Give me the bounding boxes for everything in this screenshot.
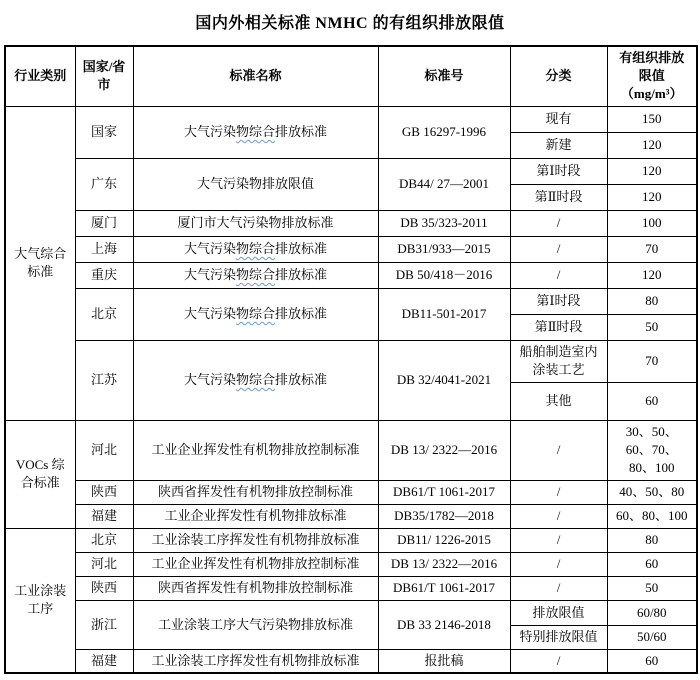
category-cell: / [510, 236, 607, 262]
category-cell: / [510, 480, 607, 504]
table-row [5, 528, 697, 552]
region-cell: 陕西 [75, 480, 133, 504]
standard-name-cell: 陕西省挥发性有机物排放控制标准 [133, 480, 378, 504]
spellcheck-wavy-underline: 物综合 [235, 124, 275, 139]
limit-value-cell: 150 [607, 106, 697, 132]
table-row [5, 600, 697, 625]
spellcheck-wavy-underline: 物综合 [235, 241, 275, 256]
category-cell: 新建 [510, 132, 607, 158]
standard-name-cell [133, 340, 378, 420]
page-title: 国内外相关标准 NMHC 的有组织排放限值 [195, 15, 505, 32]
spellcheck-wavy-underline: 物综合 [235, 306, 275, 321]
category-cell: 船舶制造室内 涂装工艺 [510, 340, 607, 382]
category-cell: / [510, 504, 607, 528]
table-row [5, 576, 697, 600]
industry-group-cell: VOCs 综 合标准 [5, 420, 75, 528]
category-cell: 排放限值 [510, 600, 607, 625]
limit-value-cell: 50/60 [607, 625, 697, 649]
limit-value-cell: 60、80、100 [607, 504, 697, 528]
standard-name-cell [133, 236, 378, 262]
category-cell: 第Ⅰ时段 [510, 288, 607, 314]
standard-name-cell [133, 262, 378, 288]
category-cell: 第Ⅱ时段 [510, 184, 607, 210]
category-cell: 现有 [510, 106, 607, 132]
standard-number-cell: DB 50/418－2016 [378, 262, 510, 288]
industry-group-cell: 大气综合 标准 [5, 106, 75, 420]
region-cell: 河北 [75, 420, 133, 480]
category-cell: 其他 [510, 382, 607, 420]
header-limit: 有组织排放 限值 （mg/m³） [607, 46, 697, 106]
header-region: 国家/省 市 [75, 46, 133, 106]
table-row [5, 552, 697, 576]
standard-name-text: 排放标准 [275, 306, 328, 321]
standard-name-text: 排放标准 [275, 267, 328, 282]
category-cell: / [510, 552, 607, 576]
header-standard-number: 标准号 [378, 46, 510, 106]
limit-value-cell: 60 [607, 552, 697, 576]
region-cell: 陕西 [75, 576, 133, 600]
standard-number-cell: DB 33 2146-2018 [378, 600, 510, 649]
table-row [5, 649, 697, 673]
region-cell: 福建 [75, 504, 133, 528]
limit-value-cell: 50 [607, 314, 697, 340]
category-cell: 第Ⅱ时段 [510, 314, 607, 340]
standard-number-cell: DB31/933—2015 [378, 236, 510, 262]
standard-number-cell: 报批稿 [378, 649, 510, 673]
limit-value-cell: 80 [607, 528, 697, 552]
standard-number-cell: DB44/ 27—2001 [378, 158, 510, 210]
limit-value-cell: 30、50、 60、70、 80、100 [607, 420, 697, 480]
standard-name-text: 大气污染 [183, 241, 236, 256]
category-cell: / [510, 420, 607, 480]
limit-value-cell: 40、50、80 [607, 480, 697, 504]
limit-value-cell: 120 [607, 184, 697, 210]
standard-name-cell: 工业涂装工序挥发性有机物排放标准 [133, 528, 378, 552]
table-row [5, 288, 697, 314]
standard-number-cell: DB61/T 1061-2017 [378, 576, 510, 600]
category-cell: 第Ⅰ时段 [510, 158, 607, 184]
limit-value-cell: 70 [607, 236, 697, 262]
limit-value-cell: 60 [607, 649, 697, 673]
table-row [5, 158, 697, 184]
limit-value-cell: 100 [607, 210, 697, 236]
limit-value-cell: 70 [607, 340, 697, 382]
category-cell: / [510, 649, 607, 673]
region-cell: 北京 [75, 288, 133, 340]
limit-value-cell: 60/80 [607, 600, 697, 625]
table-row [5, 420, 697, 480]
standard-name-text: 排放标准 [275, 241, 328, 256]
region-cell: 上海 [75, 236, 133, 262]
standard-name-cell: 工业企业挥发性有机物排放标准 [133, 504, 378, 528]
standard-name-text: 大气污染 [183, 124, 236, 139]
standard-name-text: 大气污染 [183, 306, 236, 321]
standard-name-cell: 工业涂装工序挥发性有机物排放标准 [133, 649, 378, 673]
standard-name-cell: 大气污染物排放限值 [133, 158, 378, 210]
table-row [5, 210, 697, 236]
limit-value-cell: 120 [607, 262, 697, 288]
standard-name-cell: 工业涂装工序大气污染物排放标准 [133, 600, 378, 649]
standard-name-cell: 工业企业挥发性有机物排放控制标准 [133, 552, 378, 576]
standard-number-cell: DB 32/4041-2021 [378, 340, 510, 420]
spellcheck-wavy-underline: 物综合 [235, 267, 275, 282]
standard-number-cell: DB11/ 1226-2015 [378, 528, 510, 552]
region-cell: 厦门 [75, 210, 133, 236]
header-category: 分类 [510, 46, 607, 106]
standard-number-cell: DB61/T 1061-2017 [378, 480, 510, 504]
limit-value-cell: 80 [607, 288, 697, 314]
standard-name-cell [133, 106, 378, 158]
standard-name-cell: 厦门市大气污染物排放标准 [133, 210, 378, 236]
standard-number-cell: DB 35/323-2011 [378, 210, 510, 236]
category-cell: / [510, 262, 607, 288]
standard-name-text: 大气污染 [183, 372, 236, 387]
category-cell: / [510, 528, 607, 552]
standard-name-text: 大气污染 [183, 267, 236, 282]
standard-number-cell: DB35/1782—2018 [378, 504, 510, 528]
spellcheck-wavy-underline: 物综合 [235, 372, 275, 387]
table-row [5, 480, 697, 504]
region-cell: 重庆 [75, 262, 133, 288]
region-cell: 国家 [75, 106, 133, 158]
limit-value-cell: 60 [607, 382, 697, 420]
standard-name-cell [133, 288, 378, 340]
standard-name-text: 排放标准 [275, 124, 328, 139]
standard-number-cell: DB 13/ 2322—2016 [378, 420, 510, 480]
region-cell: 广东 [75, 158, 133, 210]
standards-table-body [5, 106, 697, 673]
industry-group-cell: 工业涂装 工序 [5, 528, 75, 673]
standards-table [4, 45, 698, 674]
category-cell: 特别排放限值 [510, 625, 607, 649]
standard-name-cell: 陕西省挥发性有机物排放控制标准 [133, 576, 378, 600]
table-row [5, 106, 697, 132]
table-row [5, 340, 697, 382]
region-cell: 江苏 [75, 340, 133, 420]
table-row [5, 504, 697, 528]
standard-number-cell: DB 13/ 2322—2016 [378, 552, 510, 576]
limit-value-cell: 120 [607, 158, 697, 184]
table-row [5, 236, 697, 262]
category-cell: / [510, 210, 607, 236]
region-cell: 北京 [75, 528, 133, 552]
header-industry-type: 行业类别 [5, 46, 75, 106]
region-cell: 福建 [75, 649, 133, 673]
standard-name-cell: 工业企业挥发性有机物排放控制标准 [133, 420, 378, 480]
header-row [5, 46, 697, 106]
limit-value-cell: 120 [607, 132, 697, 158]
header-standard-name: 标准名称 [133, 46, 378, 106]
table-row [5, 262, 697, 288]
category-cell: / [510, 576, 607, 600]
standard-name-text: 排放标准 [275, 372, 328, 387]
region-cell: 河北 [75, 552, 133, 576]
limit-value-cell: 50 [607, 576, 697, 600]
region-cell: 浙江 [75, 600, 133, 649]
standard-number-cell: DB11-501-2017 [378, 288, 510, 340]
standard-number-cell: GB 16297-1996 [378, 106, 510, 158]
